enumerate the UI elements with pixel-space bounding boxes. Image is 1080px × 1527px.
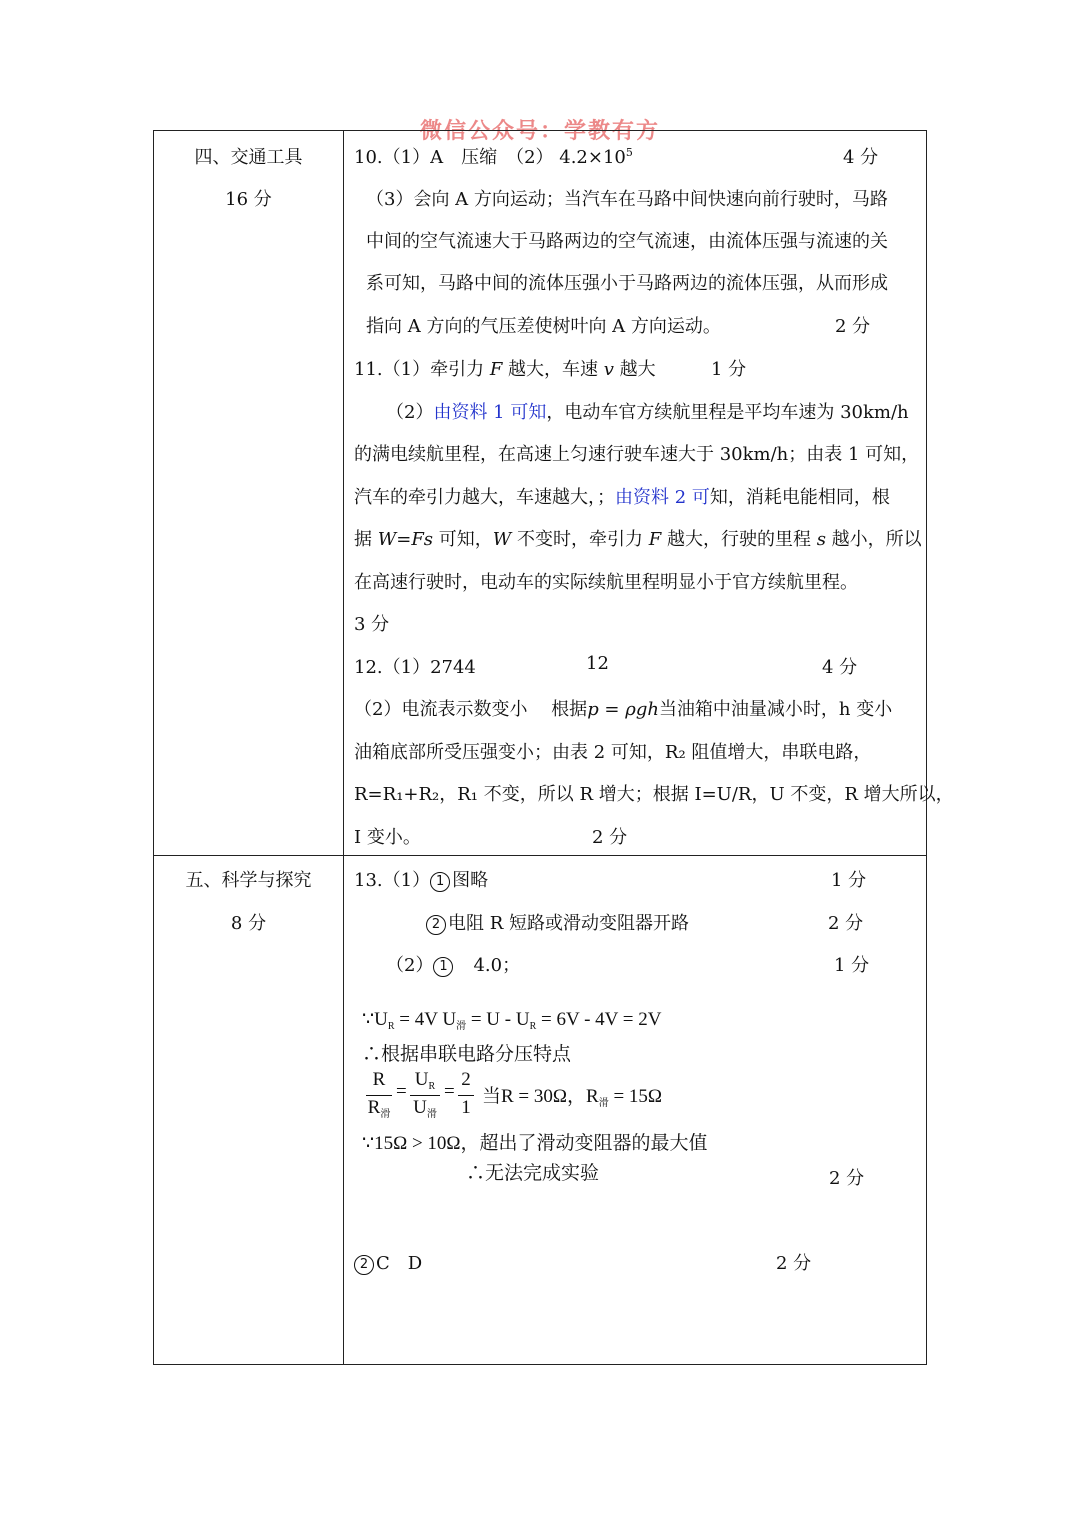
q12-score2: 2 分	[592, 827, 628, 848]
section-points: 8 分	[230, 913, 267, 934]
fraction-denominator: $U_滑$	[413, 1097, 437, 1120]
q12-line5: I 变小。	[354, 827, 421, 848]
q10-part3-score: 2 分	[835, 316, 871, 337]
q13-score1: 1 分	[831, 870, 867, 891]
math-line1: $\because U_R = 4V$ $U_滑 = U - U_R = 6V - 4V = 2V$	[362, 1009, 662, 1032]
circled-number: 2	[426, 915, 446, 935]
section-title: 四、交通工具	[194, 147, 303, 168]
q10-line1: 10.（1）A 压缩 （2） $4.2\times 10^5$	[354, 146, 633, 168]
equals-sign: =	[396, 1081, 407, 1102]
q11-line6: 在高速行驶时，电动车的实际续航里程明显小于官方续航里程。	[354, 572, 858, 593]
answer-table	[153, 130, 954, 1365]
circled-number: 1	[433, 957, 453, 977]
watermark: 微信公众号：学教有方	[419, 118, 660, 144]
q11-score2: 3 分	[354, 614, 390, 635]
fraction-denominator: $R_滑$	[367, 1097, 391, 1120]
fraction-numerator: $U_R$	[414, 1069, 436, 1092]
q10-part3-line4: 指向 A 方向的气压差使树叶向 A 方向运动。	[366, 316, 721, 337]
q13-line3: （2） 1 4.0；	[386, 955, 521, 976]
column-divider	[343, 131, 344, 1364]
q10-part3-line2: 中间的空气流速大于马路两边的空气流速，由流体压强与流速的关	[366, 231, 888, 252]
q12-line1: 12.（1）2744	[354, 657, 476, 678]
fraction-denominator: 1	[461, 1097, 471, 1118]
section-points: 16 分	[225, 189, 272, 210]
q12-answer2: 12	[586, 653, 609, 674]
circled-number: 1	[430, 872, 450, 892]
math-line5: ∴无法完成实验	[466, 1163, 600, 1184]
q13-score3: 1 分	[834, 955, 870, 976]
q11-line1: 11.（1）牵引力 F 越大，车速 v 越大	[354, 359, 656, 380]
math-line2: ∴根据串联电路分压特点	[362, 1044, 572, 1065]
equals-sign: =	[444, 1081, 455, 1102]
fraction-numerator: R	[372, 1069, 386, 1090]
math-line4: ∵15Ω > 10Ω，超出了滑动变阻器的最大值	[362, 1133, 708, 1154]
q12-line4: R=R₁+R₂，R₁ 不变，所以 R 增大；根据 I=U/R，U 不变，R 增大所以，	[354, 784, 954, 805]
math-line3: 当R = 30Ω，$R_滑 = 15\Omega$	[482, 1086, 663, 1109]
q10-part3-line1: （3）会向 A 方向运动；当汽车在马路中间快速向前行驶时，马路	[366, 189, 888, 210]
q11-line2: （2）由资料 1 可知，电动车官方续航里程是平均车速为 30km/h	[386, 402, 909, 423]
fraction-bar	[410, 1095, 440, 1096]
q13-score2: 2 分	[828, 913, 864, 934]
q12-line3: 油箱底部所受压强变小；由表 2 可知，R₂ 阻值增大，串联电路，	[354, 742, 872, 763]
q12-line2: （2）电流表示数变小 根据p = ρgh当油箱中油量减小时，h 变小	[354, 699, 893, 720]
q13-score4: 2 分	[829, 1168, 865, 1189]
q10-part3-line3: 系可知，马路中间的流体压强小于马路两边的流体压强，从而形成	[366, 273, 888, 294]
q13-line4: 2 C D	[354, 1249, 422, 1275]
q11-line3: 的满电续航里程，在高速上匀速行驶车速大于 30km/h；由表 1 可知，	[354, 444, 920, 465]
q11-line5: 据 W=Fs 可知，W 不变时，牵引力 F 越大，行驶的里程 s 越小，所以	[354, 529, 922, 550]
row-divider	[154, 855, 926, 856]
q10-score: 4 分	[843, 147, 879, 168]
q11-line4: 汽车的牵引力越大，车速越大，；由资料 2 可知，消耗电能相同，根	[354, 487, 890, 508]
circled-number: 2	[354, 1255, 374, 1275]
q12-score1: 4 分	[822, 657, 858, 678]
q13-line1: 13.（1） 1 图略	[354, 870, 489, 891]
section-title: 五、科学与探究	[185, 870, 312, 891]
q11-score1: 1 分	[711, 359, 747, 380]
fraction-bar	[458, 1095, 474, 1096]
fraction-numerator: 2	[461, 1069, 471, 1090]
q13-line2: 2 电阻 R 短路或滑动变阻器开路	[426, 909, 689, 935]
fraction-bar	[366, 1095, 392, 1096]
q13-score5: 2 分	[776, 1253, 812, 1274]
